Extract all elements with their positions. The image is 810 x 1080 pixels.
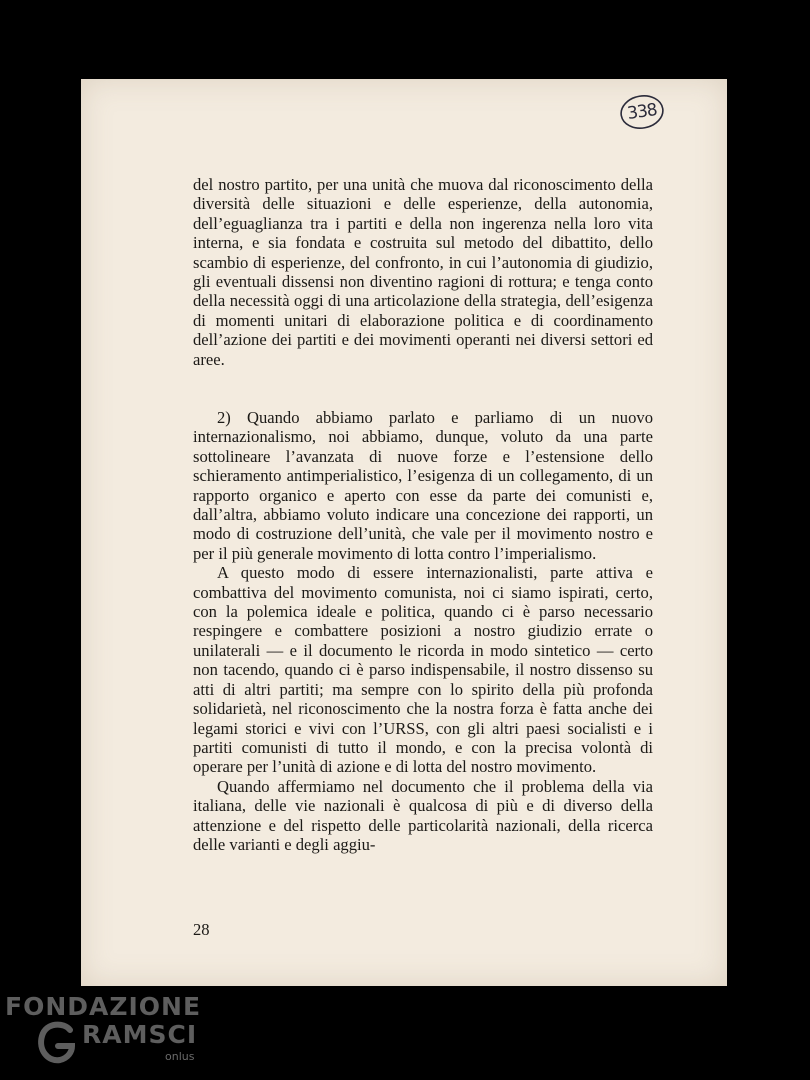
fondazione-gramsci-logo (0, 990, 210, 1080)
logo-onlus: onlus (165, 1050, 195, 1063)
text-block-main (193, 408, 653, 854)
handwritten-number-text: 338 (626, 100, 658, 124)
paragraph-internationalism: A questo modo di essere internazionalisti, parte attiva e combattiva del movimento comunista, noi ci siamo ispirati, certo, con la polemica ideale e politica, quando ci è parso necessario respingere e combattere posizioni a nostro giudizio errate o unilaterali — e il documento le ricorda in modo sintetico — certo non tacendo, quando ci è parso indispensabile, il nostro dissenso su atti di altri partiti; ma sempre con lo spirito della più profonda solidarietà, nel riconoscimento che la nostra forza è fatta anche dei legami storici e vivi con l’URSS, con gli altri paesi socialisti e i partiti comunisti di tutto il mondo, e con la precisa volontà di operare per l’unità di azione e di lotta del nostro movimento. (193, 563, 653, 777)
paragraph-continuation: del nostro partito, per una unità che muova dal riconoscimento della diversità delle situazioni e delle esperienze, della autonomia, dell’eguaglianza tra i partiti e della non ingerenza nella loro vita interna, e sia fondata e costruita sul metodo del dibattito, dello scambio di esperienze, del confronto, in cui l’autonomia di giudizio, gli eventuali dissensi non diventino ragioni di rottura; e tenga conto della necessità oggi di una articolazione della strategia, dell’esigenza di momenti unitari di elaborazione politica e di coordinamento dell’azione dei partiti e dei movimenti operanti nei diversi settori ed aree. (193, 175, 653, 369)
text-block-top (193, 175, 653, 369)
paragraph-italian-way: Quando affermiamo nel documento che il problema della via italiana, delle vie nazionali è qualcosa di più e di diverso della attenzione e del rispetto delle particolarità nazionali, della ricerca delle varianti e degli aggiu- (193, 776, 653, 854)
logo-line-2: RAMSCI (82, 1020, 198, 1049)
gramsci-g-logo-icon (36, 1020, 78, 1066)
logo-line-1: FONDAZIONE (5, 992, 202, 1021)
page-folio-number: 28 (193, 920, 210, 939)
paragraph-2-intro: 2) Quando abbiamo parlato e parliamo di un nuovo internazionalismo, noi abbiamo, dunque, voluto da una parte sottolineare l’avanzata di nuove forze e l’estensione dello schieramento antimperialistico, l’esigenza di un collegamento, di un rapporto organico e aperto con esse da parte dei comunisti e, dall’altra, abbiamo voluto indicare una concezione dei rapporti, un modo di costruzione dell’unità, che vale per il movimento nostro e per il più generale movimento di lotta contro l’imperialismo. (193, 408, 653, 563)
handwritten-page-number (618, 93, 666, 131)
